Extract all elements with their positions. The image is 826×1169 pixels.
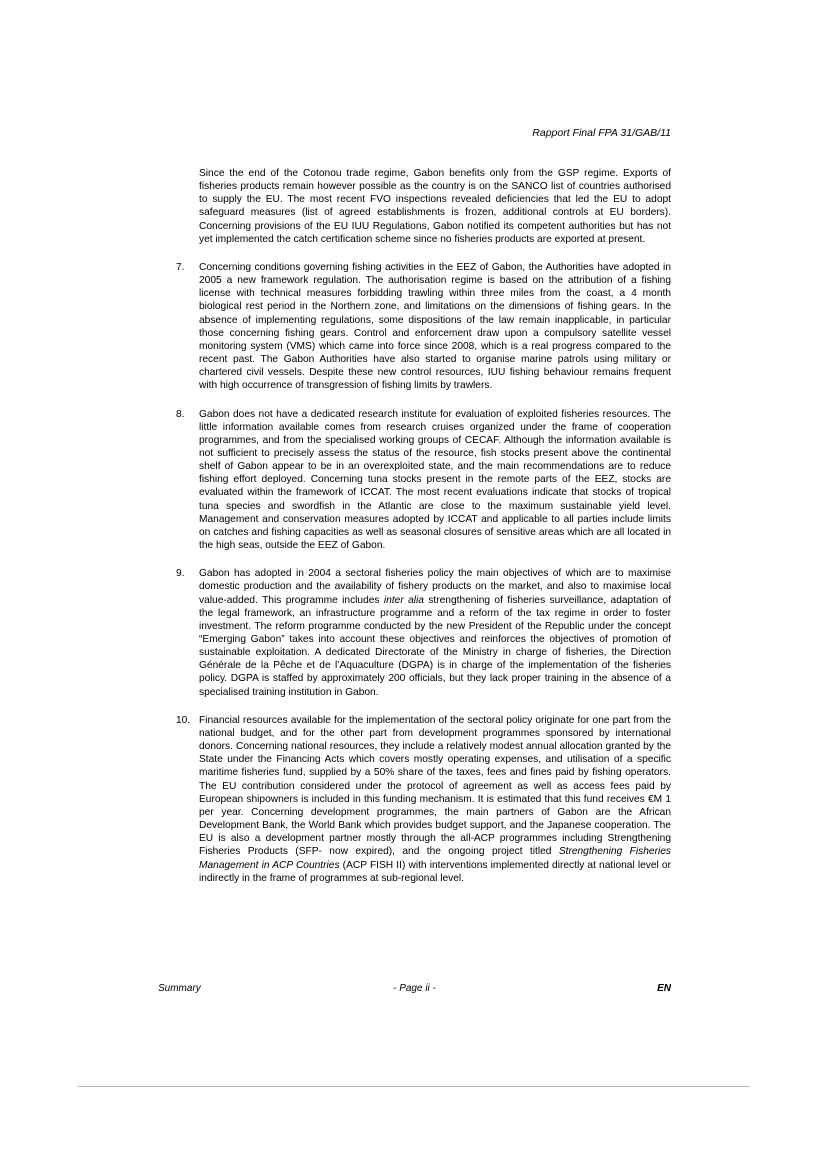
- running-header: Rapport Final FPA 31/GAB/11: [532, 127, 671, 139]
- item-number: 10.: [176, 714, 191, 726]
- item-text: [199, 714, 671, 885]
- list-item: [176, 261, 671, 393]
- document-body: [176, 167, 671, 900]
- page-footer: [158, 982, 671, 996]
- item-number: 8.: [176, 408, 185, 420]
- italic-term: Strengthening Fisheries Management in ACP Countries: [199, 846, 671, 871]
- item-text: Gabon does not have a dedicated research institute for evaluation of exploited fisheries resources. The little information available comes from research cruises organized under the frame of cooperation programmes, and from the specialised working groups of CECAF. Although the information available is not sufficient to precisely assess the status of the resource, fish stocks present above the continental shelf of Gabon appear to be in an overexploited state, and the main recommendations are to reduce fishing effort deployed. Concerning tuna stocks present in the remote parts of the EEZ, stocks are evaluated within the framework of ICCAT. The most recent evaluations indicate that stocks of tropical tuna species and swordfish in the Atlantic are close to the maximum sustainable yield level. Management and conservation measures adopted by ICCAT and applicable to all parties include limits on catches and fishing capacities as well as seasonal closures of sensitive areas which are all located in the high seas, outside the EEZ of Gabon.: [199, 408, 671, 552]
- list-item: [176, 567, 671, 699]
- item-text-part: Financial resources available for the implementation of the sectoral policy originate for one part from the national budget, and for the other part from development programmes sponsored by international donors. Concerning national resources, they include a relatively modest annual allocation granted by the State under the Financing Acts which covers mostly operating expenses, and utilisation of a specific maritime fisheries fund, supplied by a 50% share of the taxes, fees and fines paid by fishing operators. The EU contribution considered under the protocol of agreement as well as access fees paid by European shipowners is included in this funding mechanism. It is estimated that this fund receives €M 1 per year. Concerning development programmes, the main partners of Gabon are the African Development Bank, the World Bank which provides budget support, and the Japanese cooperation. The EU is also a development partner mostly through the all-ACP programmes including Strengthening Fisheries Products (SFP- now expired), and the ongoing project titled: [199, 714, 671, 858]
- item-text: Concerning conditions governing fishing activities in the EEZ of Gabon, the Authorities have adopted in 2005 a new framework regulation. The authorisation regime is based on the attribution of a fishing license with technical measures forbidding trawling within three miles from the coast, a 4 month biological rest period in the Northern zone, and limitations on the dimensions of fishing gears. In the absence of implementing regulations, some dispositions of the law remain inapplicable, in particular those concerning fishing gears. Control and enforcement draw upon a compulsory satellite vessel monitoring system (VMS) which came into force since 2008, which is a real progress compared to the recent past. The Gabon Authorities have also started to organise marine patrols using military or chartered civil vessels. Despite these new control resources, IUU fishing behaviour remains frequent with high occurrence of transgression of fishing limits by trawlers.: [199, 261, 671, 392]
- item-text-part: (ACP FISH II) with interventions implemented directly at national level or indirectly in the frame of programmes at sub-regional level.: [199, 859, 671, 884]
- italic-term: inter alia: [383, 594, 424, 606]
- item-text-part: strengthening of fisheries surveillance, adaptation of the legal framework, an infrastructure programme and a reform of the tax regime in order to foster investment. The reform programme conducted by the new President of the Republic under the concept “Emerging Gabon” takes into account these objectives and reinforces the objectives of promotion of sustainable exploitation. A dedicated Directorate of the Ministry in charge of fisheries, the Direction Générale de la Pêche et de l’Aquaculture (DGPA) is in charge of the implementation of the fisheries policy. DGPA is staffed by approximately 200 officials, but they lack proper training in the absence of a specialised training institution in Gabon.: [199, 594, 671, 698]
- page-bottom-divider: [78, 1086, 750, 1087]
- list-item: [176, 714, 671, 885]
- list-item: [176, 408, 671, 553]
- item-text: [199, 567, 671, 699]
- item-number: 9.: [176, 568, 185, 580]
- item-number: 7.: [176, 261, 185, 273]
- item-text-part: Gabon has adopted in 2004 a sectoral fisheries policy the main objectives of which are to maximise domestic production and the availability of fishery products on the market, and also to maximise local value-added. This programme includes: [199, 568, 671, 606]
- footer-section-label: Summary: [158, 983, 201, 994]
- intro-paragraph: Since the end of the Cotonou trade regime, Gabon benefits only from the GSP regime. Exports of fisheries products remain however possible as the country is on the SANCO list of countries authorised to supply the EU. The most recent FVO inspections revealed deficiencies that led the EU to adopt safeguard measures (list of agreed establishments is frozen, additional controls at EU borders). Concerning provisions of the EU IUU Regulations, Gabon notified its competent authorities but has not yet implemented the catch certification scheme since no fisheries products are exported at present.: [199, 168, 671, 245]
- footer-language-code: EN: [657, 983, 671, 994]
- footer-page-number: - Page ii -: [393, 983, 436, 994]
